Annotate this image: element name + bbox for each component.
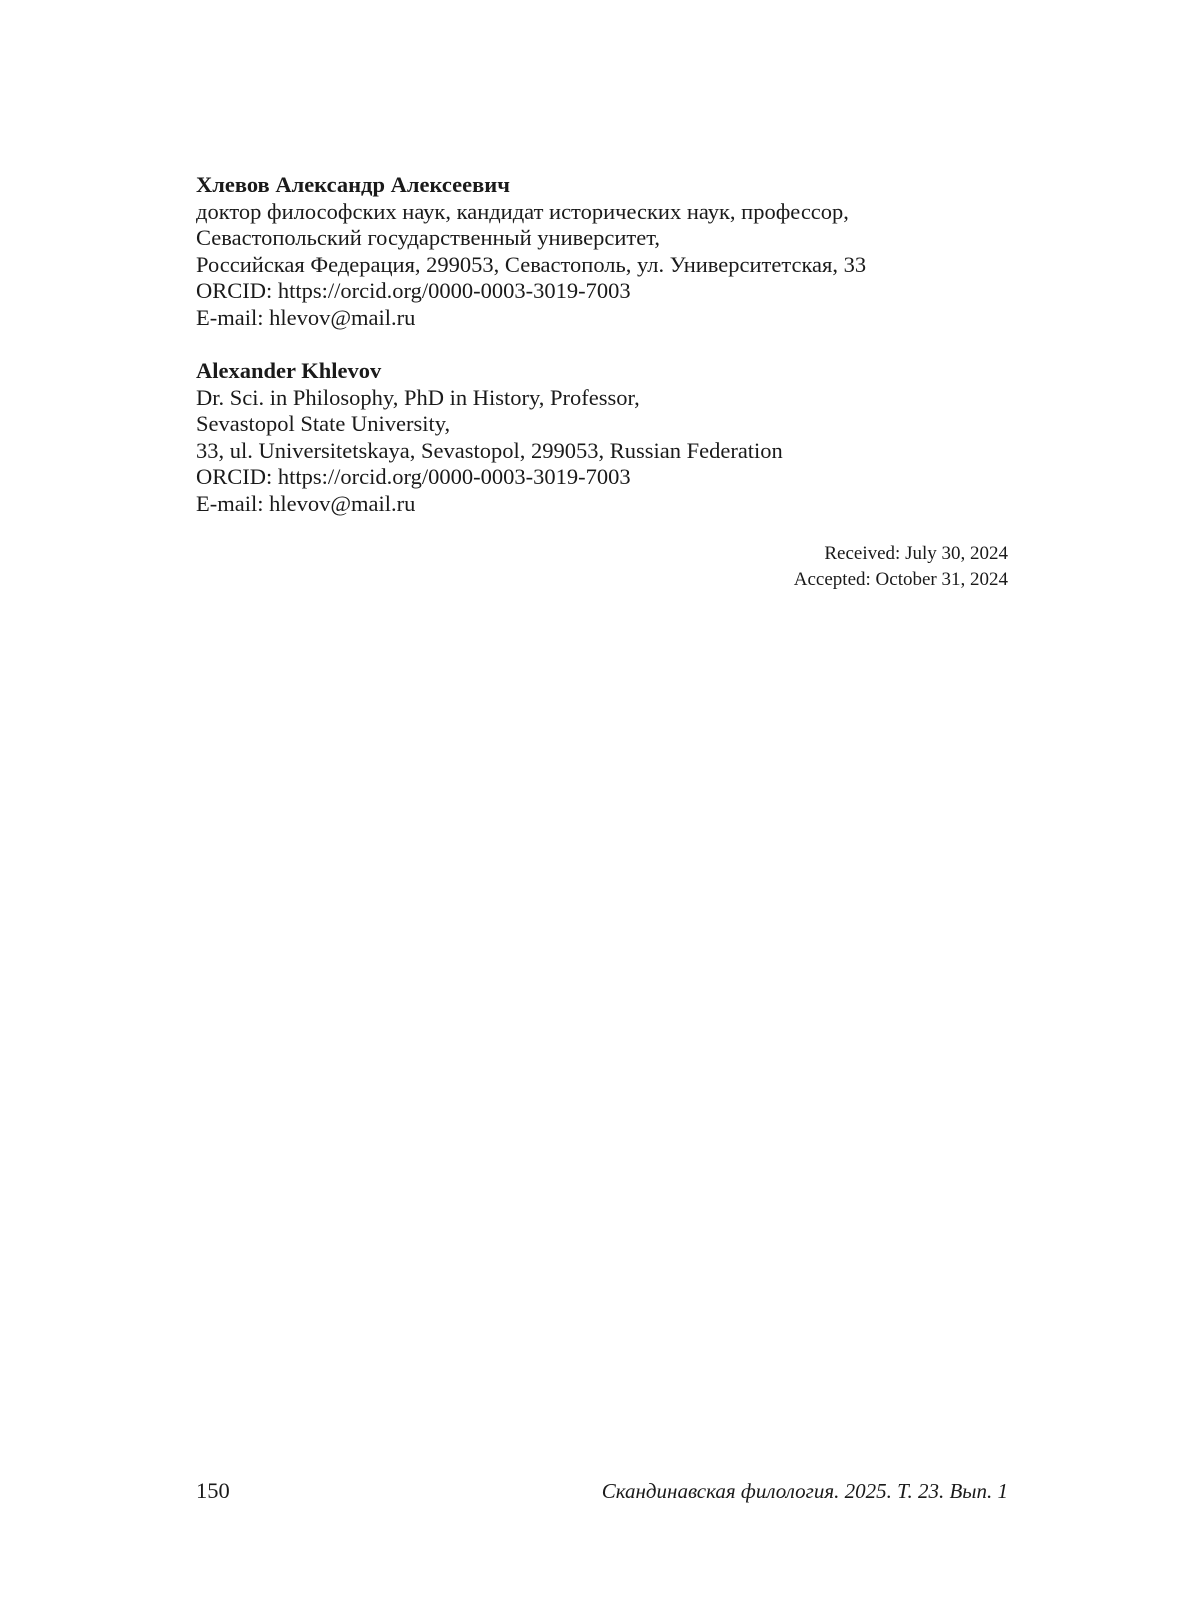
journal-running-title: Скандинавская филология. 2025. Т. 23. Вып. 1 — [601, 1479, 1008, 1503]
submission-dates — [794, 541, 1008, 593]
page-footer — [196, 1476, 1008, 1506]
author-orcid-ru: ORCID: https://orcid.org/0000-0003-3019-7003 — [196, 278, 631, 303]
author-info-english — [196, 358, 1016, 517]
author-email-ru: E-mail: hlevov@mail.ru — [196, 304, 416, 330]
author-name-en: Alexander Khlevov — [196, 358, 382, 383]
author-address-ru: Российская Федерация, 299053, Севастополь, ул. Университетская, 33 — [196, 251, 867, 277]
author-degree-en: Dr. Sci. in Philosophy, PhD in History, Professor, — [196, 384, 640, 410]
author-orcid-en: ORCID: https://orcid.org/0000-0003-3019-7003 — [196, 464, 631, 489]
author-info-russian — [196, 172, 1016, 331]
page-number: 150 — [196, 1478, 230, 1503]
author-email-en: E-mail: hlevov@mail.ru — [196, 490, 416, 516]
accepted-date: Accepted: October 31, 2024 — [793, 569, 1008, 590]
author-address-en: 33, ul. Universitetskaya, Sevastopol, 299053, Russian Federation — [196, 437, 783, 463]
author-affiliation-ru: Севастопольский государственный университет, — [196, 225, 660, 250]
author-affiliation-en: Sevastopol State University, — [196, 411, 451, 436]
author-name-ru: Хлевов Александр Алексеевич — [196, 172, 510, 197]
received-date: Received: July 30, 2024 — [824, 543, 1008, 564]
author-degree-ru: доктор философских наук, кандидат исторических наук, профессор, — [196, 198, 849, 224]
